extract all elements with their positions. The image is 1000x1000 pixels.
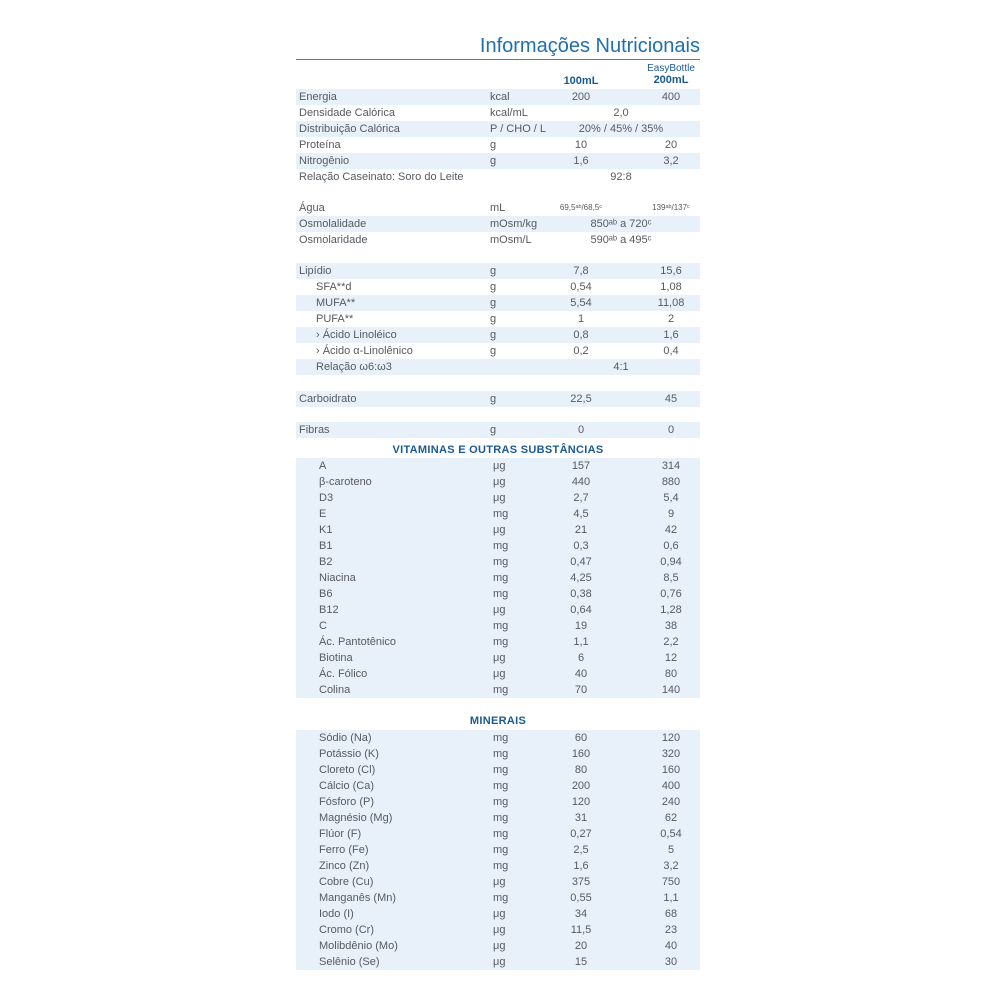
row-unit: mg xyxy=(493,684,509,696)
row-label: MUFA** xyxy=(316,297,356,309)
row-unit: g xyxy=(490,155,497,167)
row-unit: μg xyxy=(493,604,506,616)
row-label: Flúor (F) xyxy=(319,828,362,840)
row-unit: mg xyxy=(493,780,509,792)
row-fibras xyxy=(296,422,700,438)
value-200ml: 42 xyxy=(664,524,678,536)
row-acido-linoleico xyxy=(296,327,700,343)
row-unit: μg xyxy=(493,940,506,952)
value-100ml: 157 xyxy=(571,460,591,472)
row-unit: mg xyxy=(493,556,509,568)
row-unit: mg xyxy=(493,844,509,856)
row-unit: mg xyxy=(493,508,509,520)
row-label: Energia xyxy=(299,91,337,103)
value-100ml: 40 xyxy=(574,668,588,680)
value-100ml: 0,27 xyxy=(570,828,592,840)
row-label: Nitrogênio xyxy=(299,155,350,167)
table-row xyxy=(296,778,700,794)
value-200ml: 139ᵃᵇ/137ᶜ xyxy=(652,203,690,212)
value-100ml: 19 xyxy=(574,620,588,632)
value-100ml: 11,5 xyxy=(570,924,592,936)
value-200ml: 5,4 xyxy=(663,492,679,504)
table-row xyxy=(296,538,700,554)
table-row xyxy=(296,570,700,586)
value-200ml: 2 xyxy=(667,313,675,325)
table-row xyxy=(296,506,700,522)
value-100ml: 0,64 xyxy=(570,604,592,616)
value-100ml: 0,8 xyxy=(573,329,589,341)
value-200ml: 3,2 xyxy=(663,860,679,872)
value-100ml: 2,7 xyxy=(573,492,589,504)
value-200ml: 8,5 xyxy=(663,572,679,584)
row-acido-alfa-linolenico xyxy=(296,343,700,359)
row-label: Lipídio xyxy=(299,265,332,277)
row-pufa xyxy=(296,311,700,327)
row-label: D3 xyxy=(319,492,334,504)
row-label: › Ácido α-Linolênico xyxy=(316,345,413,357)
row-unit: μg xyxy=(493,668,506,680)
row-unit: μg xyxy=(493,652,506,664)
row-densidade xyxy=(296,105,700,121)
value-100ml: 5,54 xyxy=(570,297,592,309)
value-100ml: 31 xyxy=(574,812,588,824)
value-100ml: 0,55 xyxy=(570,892,592,904)
table-row xyxy=(296,954,700,970)
value-200ml: 160 xyxy=(661,764,681,776)
row-unit: μg xyxy=(493,524,506,536)
row-label: Densidade Calórica xyxy=(299,107,395,119)
value-100ml: 80 xyxy=(574,764,588,776)
row-label: Água xyxy=(299,202,325,214)
row-unit: mOsm/L xyxy=(490,234,532,246)
row-label: K1 xyxy=(319,524,333,536)
value-merged: 4:1 xyxy=(613,361,629,373)
value-100ml: 22,5 xyxy=(570,393,592,405)
value-100ml: 160 xyxy=(571,748,591,760)
row-label: E xyxy=(319,508,327,520)
value-100ml: 375 xyxy=(571,876,591,888)
row-label: Fósforo (P) xyxy=(319,796,375,808)
value-200ml: 880 xyxy=(661,476,681,488)
row-unit: mg xyxy=(493,764,509,776)
table-row xyxy=(296,474,700,490)
table-row xyxy=(296,842,700,858)
value-200ml: 0,54 xyxy=(660,828,682,840)
row-unit: g xyxy=(490,139,497,151)
table-row xyxy=(296,746,700,762)
value-100ml: 200 xyxy=(571,780,591,792)
row-label: Biotina xyxy=(319,652,353,664)
row-unit: mg xyxy=(493,732,509,744)
table-row xyxy=(296,762,700,778)
row-label: Ác. Fólico xyxy=(319,668,368,680)
value-100ml: 0,3 xyxy=(573,540,589,552)
row-unit: μg xyxy=(493,460,506,472)
value-200ml: 2,2 xyxy=(663,636,679,648)
row-agua xyxy=(296,200,700,216)
value-200ml: 12 xyxy=(664,652,678,664)
value-100ml: 69,5ᵃᵇ/68,5ᶜ xyxy=(559,203,603,212)
row-unit: g xyxy=(490,329,497,341)
value-200ml: 0,4 xyxy=(663,345,679,357)
value-200ml: 20 xyxy=(664,139,678,151)
value-200ml: 400 xyxy=(661,780,681,792)
row-label: Manganês (Mn) xyxy=(319,892,397,904)
row-label: Molibdênio (Mo) xyxy=(319,940,398,952)
row-unit: kcal/mL xyxy=(490,107,528,119)
value-200ml: 30 xyxy=(664,956,678,968)
value-merged: 20% / 45% / 35% xyxy=(578,123,664,135)
value-200ml: 0,76 xyxy=(660,588,682,600)
row-unit: mg xyxy=(493,860,509,872)
value-100ml: 15 xyxy=(574,956,588,968)
row-label: Cromo (Cr) xyxy=(319,924,374,936)
table-row xyxy=(296,458,700,474)
value-200ml: 1,1 xyxy=(663,892,679,904)
row-label: Sódio (Na) xyxy=(319,732,372,744)
value-200ml: 1,28 xyxy=(660,604,682,616)
row-label: › Ácido Linoléico xyxy=(316,329,397,341)
row-label: Ác. Pantotênico xyxy=(319,636,397,648)
row-label: Osmolaridade xyxy=(299,234,368,246)
value-merged: 92:8 xyxy=(610,171,632,183)
value-100ml: 0,2 xyxy=(573,345,589,357)
page-title: Informações Nutricionais xyxy=(479,35,700,58)
table-row xyxy=(296,938,700,954)
row-label: Potássio (K) xyxy=(319,748,379,760)
row-unit: μg xyxy=(493,924,506,936)
value-100ml: 34 xyxy=(574,908,588,920)
value-100ml: 120 xyxy=(571,796,591,808)
row-label: B1 xyxy=(319,540,333,552)
table-row xyxy=(296,858,700,874)
row-label: Cobre (Cu) xyxy=(319,876,374,888)
value-merged: 2,0 xyxy=(613,107,629,119)
value-200ml: 750 xyxy=(661,876,681,888)
row-osmolalidade xyxy=(296,216,700,232)
value-200ml: 9 xyxy=(667,508,675,520)
value-100ml: 6 xyxy=(577,652,585,664)
row-sfa xyxy=(296,279,700,295)
section-title-minerais: MINERAIS xyxy=(469,715,527,727)
value-100ml: 70 xyxy=(574,684,588,696)
row-label: Selênio (Se) xyxy=(319,956,380,968)
value-200ml: 1,6 xyxy=(663,329,679,341)
value-200ml: 38 xyxy=(664,620,678,632)
row-label: C xyxy=(319,620,327,632)
value-100ml: 0,54 xyxy=(570,281,592,293)
row-carboidrato xyxy=(296,391,700,407)
row-unit: g xyxy=(490,313,497,325)
value-200ml: 23 xyxy=(664,924,678,936)
value-100ml: 21 xyxy=(574,524,588,536)
row-unit: mOsm/kg xyxy=(490,218,538,230)
row-label: Colina xyxy=(319,684,351,696)
table-row xyxy=(296,522,700,538)
value-100ml: 0,47 xyxy=(570,556,592,568)
value-200ml: 15,6 xyxy=(660,265,682,277)
row-label: SFA**d xyxy=(316,281,352,293)
value-200ml: 40 xyxy=(664,940,678,952)
table-row xyxy=(296,730,700,746)
row-nitrogenio xyxy=(296,153,700,169)
row-unit: g xyxy=(490,281,497,293)
value-200ml: 80 xyxy=(664,668,678,680)
value-100ml: 0,38 xyxy=(570,588,592,600)
value-100ml: 200 xyxy=(571,91,591,103)
row-unit: P / CHO / L xyxy=(490,123,547,135)
table-row xyxy=(296,794,700,810)
value-200ml: 0,94 xyxy=(660,556,682,568)
row-label: Relação Caseinato: Soro do Leite xyxy=(299,171,464,183)
table-row xyxy=(296,922,700,938)
table-row xyxy=(296,666,700,682)
row-unit: mg xyxy=(493,748,509,760)
row-relacao-omega xyxy=(296,359,700,375)
value-100ml: 4,25 xyxy=(570,572,592,584)
table-row xyxy=(296,906,700,922)
row-label: Ferro (Fe) xyxy=(319,844,369,856)
value-100ml: 1 xyxy=(577,313,585,325)
value-200ml: 5 xyxy=(667,844,675,856)
row-unit: mL xyxy=(490,202,506,214)
section-title-vitaminas: VITAMINAS E OUTRAS SUBSTÂNCIAS xyxy=(392,444,604,456)
value-200ml: 320 xyxy=(661,748,681,760)
row-unit: g xyxy=(490,345,497,357)
value-200ml: 314 xyxy=(661,460,681,472)
row-label: Iodo (I) xyxy=(319,908,354,920)
value-200ml: 0,6 xyxy=(663,540,679,552)
row-label: B2 xyxy=(319,556,333,568)
value-100ml: 0 xyxy=(577,424,585,436)
row-label: β-caroteno xyxy=(319,476,372,488)
value-100ml: 1,6 xyxy=(573,155,589,167)
row-unit: μg xyxy=(493,956,506,968)
row-proteina xyxy=(296,137,700,153)
row-unit: mg xyxy=(493,540,509,552)
value-200ml: 120 xyxy=(661,732,681,744)
row-unit: μg xyxy=(493,476,506,488)
row-lipidio xyxy=(296,263,700,279)
row-label: Magnésio (Mg) xyxy=(319,812,393,824)
value-200ml: 240 xyxy=(661,796,681,808)
table-row xyxy=(296,682,700,698)
row-unit: mg xyxy=(493,892,509,904)
row-label: B12 xyxy=(319,604,339,616)
row-unit: mg xyxy=(493,588,509,600)
column-header-easybottle: EasyBottle xyxy=(647,63,695,74)
value-200ml: 0 xyxy=(667,424,675,436)
table-row xyxy=(296,618,700,634)
column-header-200ml: 200mL xyxy=(653,74,689,86)
row-unit: mg xyxy=(493,620,509,632)
row-label: Niacina xyxy=(319,572,356,584)
value-merged: 850ᵃᵇ a 720ᶜ xyxy=(590,218,652,230)
column-header-100ml: 100mL xyxy=(563,75,599,87)
value-200ml: 1,08 xyxy=(660,281,682,293)
row-unit: g xyxy=(490,393,497,405)
row-label: PUFA** xyxy=(316,313,354,325)
value-200ml: 68 xyxy=(664,908,678,920)
row-label: Relação ω6:ω3 xyxy=(316,361,392,373)
value-100ml: 1,1 xyxy=(573,636,589,648)
value-merged: 590ᵃᵇ a 495ᶜ xyxy=(590,234,652,246)
row-unit: g xyxy=(490,297,497,309)
table-row xyxy=(296,650,700,666)
value-200ml: 11,08 xyxy=(657,297,685,309)
table-row xyxy=(296,810,700,826)
table-row xyxy=(296,826,700,842)
table-row xyxy=(296,586,700,602)
row-label: Distribuição Calórica xyxy=(299,123,400,135)
value-200ml: 3,2 xyxy=(663,155,679,167)
table-row xyxy=(296,490,700,506)
row-unit: mg xyxy=(493,796,509,808)
row-label: Carboidrato xyxy=(299,393,357,405)
row-label: Cloreto (Cl) xyxy=(319,764,376,776)
value-100ml: 10 xyxy=(574,139,588,151)
row-relacao-caseinato xyxy=(296,169,700,185)
row-label: Zinco (Zn) xyxy=(319,860,370,872)
row-mufa xyxy=(296,295,700,311)
row-distribuicao xyxy=(296,121,700,137)
row-label: Osmolalidade xyxy=(299,218,367,230)
value-100ml: 1,6 xyxy=(573,860,589,872)
value-100ml: 4,5 xyxy=(573,508,589,520)
row-label: Cálcio (Ca) xyxy=(319,780,375,792)
row-unit: g xyxy=(490,424,497,436)
value-200ml: 400 xyxy=(661,91,681,103)
row-unit: g xyxy=(490,265,497,277)
row-label: B6 xyxy=(319,588,333,600)
row-label: Fibras xyxy=(299,424,330,436)
value-200ml: 45 xyxy=(664,393,678,405)
row-unit: kcal xyxy=(490,91,510,103)
row-energia xyxy=(296,89,700,105)
row-unit: mg xyxy=(493,828,509,840)
row-unit: μg xyxy=(493,908,506,920)
value-100ml: 2,5 xyxy=(573,844,589,856)
value-100ml: 7,8 xyxy=(573,265,589,277)
row-unit: μg xyxy=(493,876,506,888)
row-unit: mg xyxy=(493,812,509,824)
title-divider xyxy=(296,59,700,60)
table-row xyxy=(296,602,700,618)
value-200ml: 140 xyxy=(661,684,681,696)
value-100ml: 20 xyxy=(574,940,588,952)
value-200ml: 62 xyxy=(664,812,678,824)
value-100ml: 440 xyxy=(571,476,591,488)
row-label: Proteína xyxy=(299,139,341,151)
row-osmolaridade xyxy=(296,232,700,248)
row-unit: μg xyxy=(493,492,506,504)
table-row xyxy=(296,634,700,650)
row-unit: mg xyxy=(493,572,509,584)
row-unit: mg xyxy=(493,636,509,648)
table-row xyxy=(296,874,700,890)
table-row xyxy=(296,554,700,570)
table-row xyxy=(296,890,700,906)
value-100ml: 60 xyxy=(574,732,588,744)
row-label: A xyxy=(319,460,327,472)
